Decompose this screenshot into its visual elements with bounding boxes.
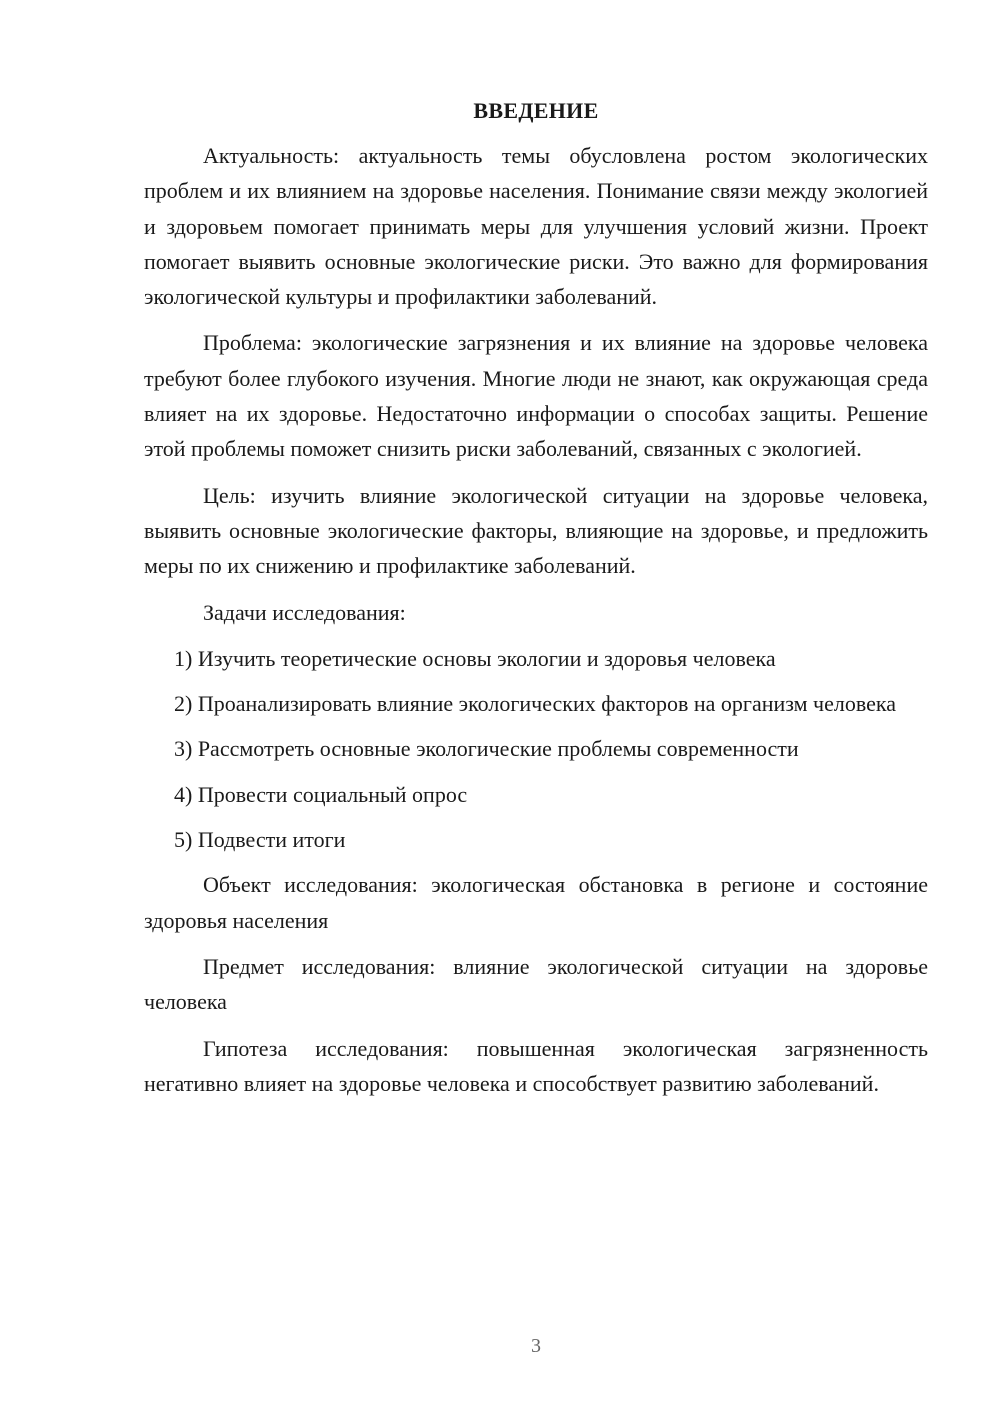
task-item: 1) Изучить теоретические основы экологии и здоровья человека — [174, 645, 776, 671]
task-item: 4) Провести социальный опрос — [174, 781, 468, 807]
tasks-heading: Задачи исследования: — [203, 599, 406, 625]
task-item: 3) Рассмотреть основные экологические проблемы современности — [174, 736, 799, 762]
problem-paragraph: Проблема: экологические загрязнения и их влияние на здоровье человека требуют более глубокого изучения. Многие люди не знают, как окружающая среда влияет на их здоровье. Недостаточно информации о способах защиты. Решение этой проблемы поможет снизить риски заболеваний, связанных с экологией. — [144, 330, 928, 462]
subject-paragraph: Предмет исследования: влияние экологической ситуации на здоровье человека — [144, 953, 928, 1015]
task-item: 2) Проанализировать влияние экологических факторов на организм человека — [174, 691, 897, 717]
hypothesis-paragraph: Гипотеза исследования: повышенная экологическая загрязненность негативно влияет на здоровье человека и способствует развитию заболеваний. — [144, 1035, 928, 1096]
page-content — [144, 96, 928, 1112]
page-number: 3 — [531, 1335, 541, 1357]
relevance-paragraph: Актуальность: актуальность темы обусловлена ростом экологических проблем и их влиянием на здоровье населения. Понимание связи между экологией и здоровьем помогает принимать меры для улучшения условий жизни. Проект помогает выявить основные экологические риски. Это важно для формирования экологической культуры и профилактики заболеваний. — [144, 143, 928, 310]
object-paragraph: Объект исследования: экологическая обстановка в регионе и состояние здоровья населения — [144, 872, 928, 933]
task-item: 5) Подвести итоги — [174, 827, 346, 853]
goal-paragraph: Цель: изучить влияние экологической ситуации на здоровье человека, выявить основные экологические факторы, влияющие на здоровье, и предложить меры по их снижению и профилактике заболеваний. — [144, 482, 928, 579]
section-title: ВВЕДЕНИЕ — [473, 98, 599, 123]
